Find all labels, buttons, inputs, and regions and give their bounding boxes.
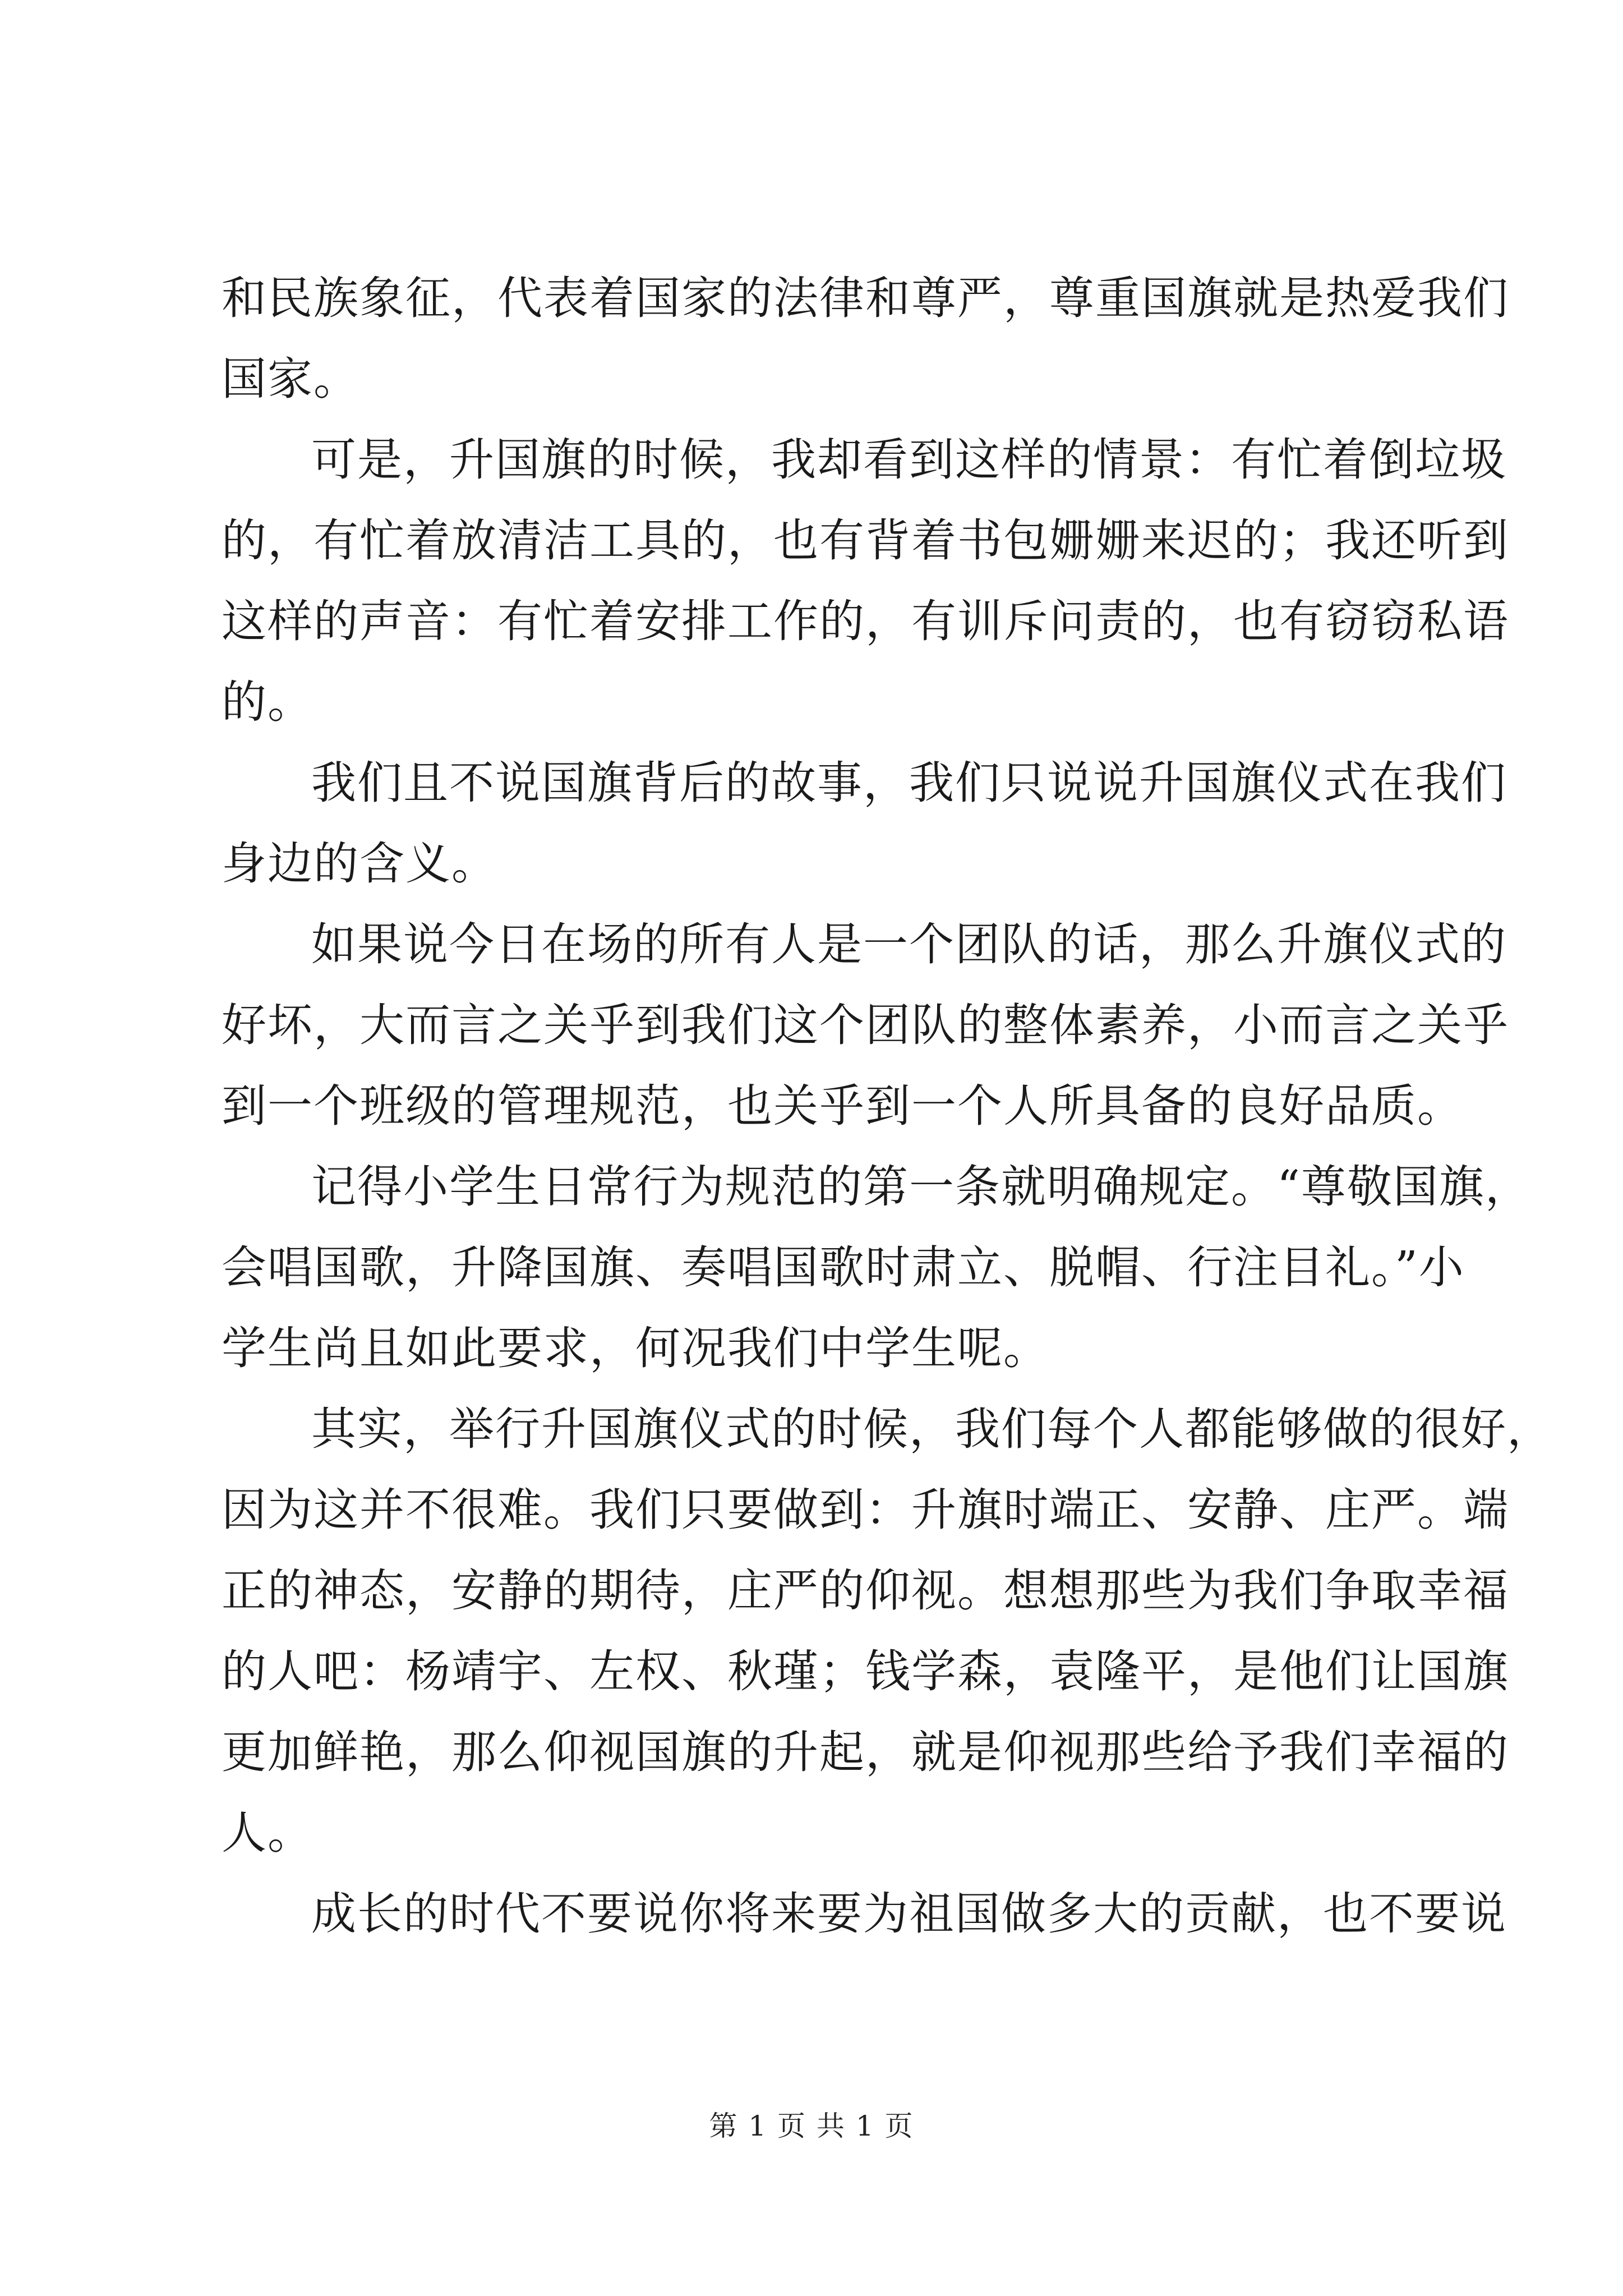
text-line: 更加鲜艳，那么仰视国旗的升起，就是仰视那些给予我们幸福的 <box>222 1726 1509 1778</box>
text-line: 学生尚且如此要求，何况我们中学生呢。 <box>222 1322 1049 1374</box>
page-footer: 第 1 页 共 1 页 <box>709 2110 914 2142</box>
text-line: 这样的声音：有忙着安排工作的，有训斥问责的，也有窃窃私语 <box>222 595 1509 647</box>
text-line: 的。 <box>222 676 313 728</box>
text-line: 和民族象征，代表着国家的法律和尊严，尊重国旗就是热爱我们 <box>222 272 1509 324</box>
text-line: 可是，升国旗的时候，我却看到这样的情景：有忙着倒垃圾 <box>311 434 1507 486</box>
text-line: 会唱国歌，升降国旗、奏唱国歌时肃立、脱帽、行注目礼。”小 <box>222 1241 1465 1294</box>
text-line: 其实，举行升国旗仪式的时候，我们每个人都能够做的很好， <box>311 1403 1553 1455</box>
text-line: 因为这并不很难。我们只要做到：升旗时端正、安静、庄严。端 <box>222 1484 1509 1536</box>
text-line: 的，有忙着放清洁工具的，也有背着书包姗姗来迟的；我还听到 <box>222 514 1509 567</box>
text-line: 身边的含义。 <box>222 838 497 890</box>
text-line: 到一个班级的管理规范，也关乎到一个人所具备的良好品质。 <box>222 1080 1463 1132</box>
text-line: 成长的时代不要说你将来要为祖国做多大的贡献，也不要说 <box>311 1888 1507 1940</box>
text-line: 我们且不说国旗背后的故事，我们只说说升国旗仪式在我们 <box>311 757 1507 809</box>
text-line: 国家。 <box>222 353 359 405</box>
text-line: 人。 <box>222 1807 313 1859</box>
text-line: 正的神态，安静的期待，庄严的仰视。想想那些为我们争取幸福 <box>222 1565 1509 1617</box>
text-line: 如果说今日在场的所有人是一个团队的话，那么升旗仪式的 <box>311 918 1507 970</box>
text-line: 的人吧：杨靖宇、左权、秋瑾；钱学森，袁隆平，是他们让国旗 <box>222 1645 1509 1697</box>
body-text <box>222 258 1553 1954</box>
text-line: 记得小学生日常行为规范的第一条就明确规定。“尊敬国旗， <box>311 1161 1531 1213</box>
text-line: 好坏，大而言之关乎到我们这个团队的整体素养，小而言之关乎 <box>222 999 1509 1051</box>
